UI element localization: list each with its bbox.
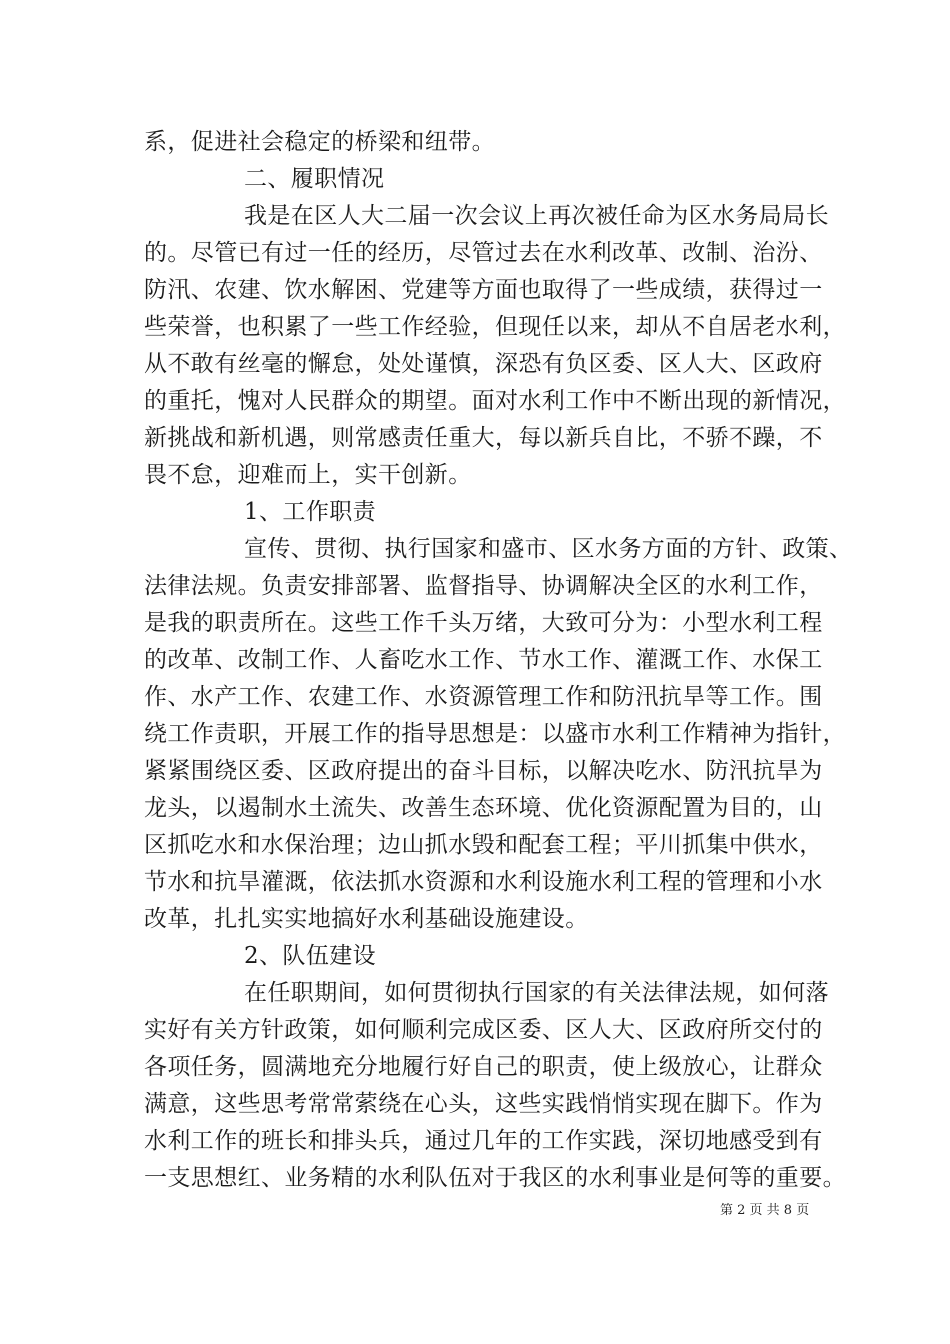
subsection-heading: 2、队伍建设 — [244, 943, 377, 969]
text-line: 各项任务，圆满地充分地履行好自己的职责，使上级放心，让群众 — [144, 1054, 823, 1080]
text-line: 紧紧围绕区委、区政府提出的奋斗目标，以解决吃水、防汛抗旱为 — [144, 758, 823, 784]
subsection-heading: 1、工作职责 — [244, 499, 377, 525]
text-line: 的改革、改制工作、人畜吃水工作、节水工作、灌溉工作、水保工 — [144, 647, 823, 673]
text-line: 法律法规。负责安排部署、监督指导、协调解决全区的水利工作， — [144, 573, 823, 599]
text-line: 龙头，以遏制水土流失、改善生态环境、优化资源配置为目的，山 — [144, 795, 823, 821]
text-line: 满意，这些思考常常萦绕在心头，这些实践悄悄实现在脚下。作为 — [144, 1091, 823, 1117]
text-line: 些荣誉，也积累了一些工作经验，但现任以来，却从不自居老水利， — [144, 314, 846, 340]
text-line: 是我的职责所在。这些工作千头万绪，大致可分为：小型水利工程 — [144, 610, 823, 636]
text-line: 区抓吃水和水保治理；边山抓水毁和配套工程；平川抓集中供水， — [144, 832, 823, 858]
text-line: 在任职期间，如何贯彻执行国家的有关法律法规，如何落 — [244, 980, 829, 1006]
text-line: 我是在区人大二届一次会议上再次被任命为区水务局局长 — [244, 203, 829, 229]
text-line: 一支思想红、业务精的水利队伍对于我区的水利事业是何等的重要。 — [144, 1165, 846, 1191]
text-line: 作、水产工作、农建工作、水资源管理工作和防汛抗旱等工作。围 — [144, 684, 823, 710]
text-line: 新挑战和新机遇，则常感责任重大，每以新兵自比，不骄不躁，不 — [144, 425, 823, 451]
text-line: 绕工作责职，开展工作的指导思想是：以盛市水利工作精神为指针， — [144, 721, 846, 747]
section-heading: 二、履职情况 — [244, 166, 385, 192]
text-line: 的。尽管已有过一任的经历，尽管过去在水利改革、改制、治汾、 — [144, 240, 823, 266]
text-line: 系，促进社会稳定的桥梁和纽带。 — [144, 129, 495, 155]
page-number: 第 2 页 共 8 页 — [720, 1203, 810, 1218]
text-line: 从不敢有丝毫的懈怠，处处谨慎，深恐有负区委、区人大、区政府 — [144, 351, 823, 377]
text-line: 改革，扎扎实实地搞好水利基础设施建设。 — [144, 906, 589, 932]
text-line: 防汛、农建、饮水解困、党建等方面也取得了一些成绩，获得过一 — [144, 277, 823, 303]
text-line: 节水和抗旱灌溉，依法抓水资源和水利设施水利工程的管理和小水 — [144, 869, 823, 895]
text-line: 宣传、贯彻、执行国家和盛市、区水务方面的方针、政策、 — [244, 536, 853, 562]
text-line: 的重托，愧对人民群众的期望。面对水利工作中不断出现的新情况， — [144, 388, 846, 414]
text-line: 水利工作的班长和排头兵，通过几年的工作实践，深切地感受到有 — [144, 1128, 823, 1154]
text-line: 畏不怠，迎难而上，实干创新。 — [144, 462, 472, 488]
text-line: 实好有关方针政策，如何顺利完成区委、区人大、区政府所交付的 — [144, 1017, 823, 1043]
